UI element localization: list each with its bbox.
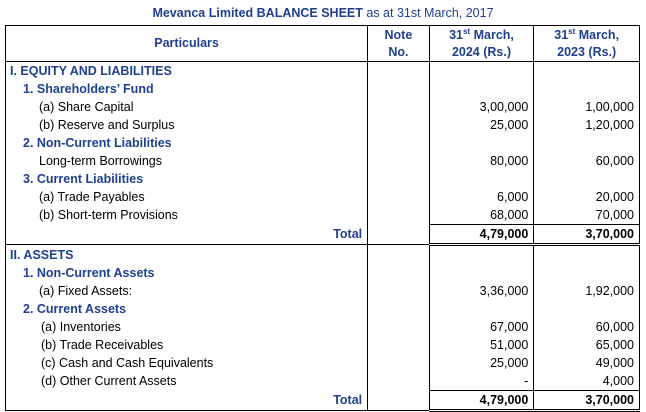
total-2024: 4,79,000 (429, 225, 534, 245)
value-2024: 25,000 (429, 354, 534, 372)
table-header-row (6, 26, 640, 62)
document-title (0, 5, 646, 22)
table-row (6, 134, 640, 152)
header-year-2024 (429, 26, 534, 62)
total-label: Total (6, 391, 368, 411)
section-heading-assets: II. ASSETS (6, 245, 368, 265)
value-2023: 65,000 (534, 336, 640, 354)
value-2023: 60,000 (534, 152, 640, 170)
value-2024: 80,000 (429, 152, 534, 170)
total-2024: 4,79,000 (429, 391, 534, 411)
value-2023: 1,20,000 (534, 116, 640, 134)
title-date: as at 31st March, 2017 (362, 6, 494, 20)
value-2024: 67,000 (429, 318, 534, 336)
value-2023: 1,92,000 (534, 282, 640, 300)
row-label: (c) Cash and Cash Equivalents (6, 354, 368, 372)
value-2024: 3,00,000 (429, 98, 534, 116)
header-y1-day: 31 (449, 27, 463, 42)
header-note (368, 26, 430, 62)
header-y1-sup: st (463, 26, 471, 36)
total-row (6, 391, 640, 411)
balance-sheet-table (5, 25, 640, 412)
row-label: (b) Short-term Provisions (6, 206, 368, 225)
header-y2-sup: st (568, 26, 576, 36)
header-y2-line2: 2023 (Rs.) (557, 44, 617, 59)
value-2023: 60,000 (534, 318, 640, 336)
title-company: Mevanca Limited BALANCE SHEET (152, 6, 363, 20)
value-2024: - (429, 372, 534, 391)
table-row (6, 170, 640, 188)
table-row (6, 245, 640, 265)
table-row (6, 372, 640, 391)
table-row (6, 98, 640, 116)
table-row (6, 62, 640, 81)
row-label: (b) Reserve and Surplus (6, 116, 368, 134)
value-2024: 25,000 (429, 116, 534, 134)
row-label: (d) Other Current Assets (6, 372, 368, 391)
header-particulars: Particulars (6, 26, 368, 62)
header-y1-month: March, (470, 27, 514, 42)
row-label: (a) Fixed Assets: (6, 282, 368, 300)
table-row (6, 354, 640, 372)
row-label: Long-term Borrowings (6, 152, 368, 170)
table-row (6, 116, 640, 134)
total-row (6, 225, 640, 245)
table-row (6, 188, 640, 206)
row-label: (b) Trade Receivables (6, 336, 368, 354)
header-y1-line2: 2024 (Rs.) (451, 44, 512, 59)
table-row (6, 80, 640, 98)
total-2023: 3,70,000 (534, 391, 640, 411)
group-heading: 2. Non-Current Liabilities (6, 134, 368, 152)
value-2023: 4,000 (534, 372, 640, 391)
section-heading-equity: I. EQUITY AND LIABILITIES (6, 62, 368, 81)
header-note-line1: Note (384, 27, 413, 42)
header-y2-day: 31 (554, 27, 569, 42)
table-row (6, 300, 640, 318)
group-heading: 3. Current Liabilities (6, 170, 368, 188)
header-note-line2: No. (388, 44, 409, 59)
group-heading: 1. Non-Current Assets (6, 264, 368, 282)
value-2024: 68,000 (429, 206, 534, 225)
header-y2-month: March, (575, 27, 620, 42)
total-2023: 3,70,000 (534, 225, 640, 245)
table-row (6, 264, 640, 282)
row-label: (a) Share Capital (6, 98, 368, 116)
row-label: (a) Inventories (6, 318, 368, 336)
row-label: (a) Trade Payables (6, 188, 368, 206)
value-2023: 49,000 (534, 354, 640, 372)
table-row (6, 336, 640, 354)
total-label: Total (6, 225, 368, 245)
table-row (6, 318, 640, 336)
value-2024: 6,000 (429, 188, 534, 206)
table-row (6, 206, 640, 225)
table-row (6, 152, 640, 170)
group-heading: 2. Current Assets (6, 300, 368, 318)
value-2023: 20,000 (534, 188, 640, 206)
table-row (6, 282, 640, 300)
value-2023: 70,000 (534, 206, 640, 225)
value-2023: 1,00,000 (534, 98, 640, 116)
value-2024: 3,36,000 (429, 282, 534, 300)
group-heading: 1. Shareholders’ Fund (6, 80, 368, 98)
value-2024: 51,000 (429, 336, 534, 354)
header-year-2023 (534, 26, 640, 62)
